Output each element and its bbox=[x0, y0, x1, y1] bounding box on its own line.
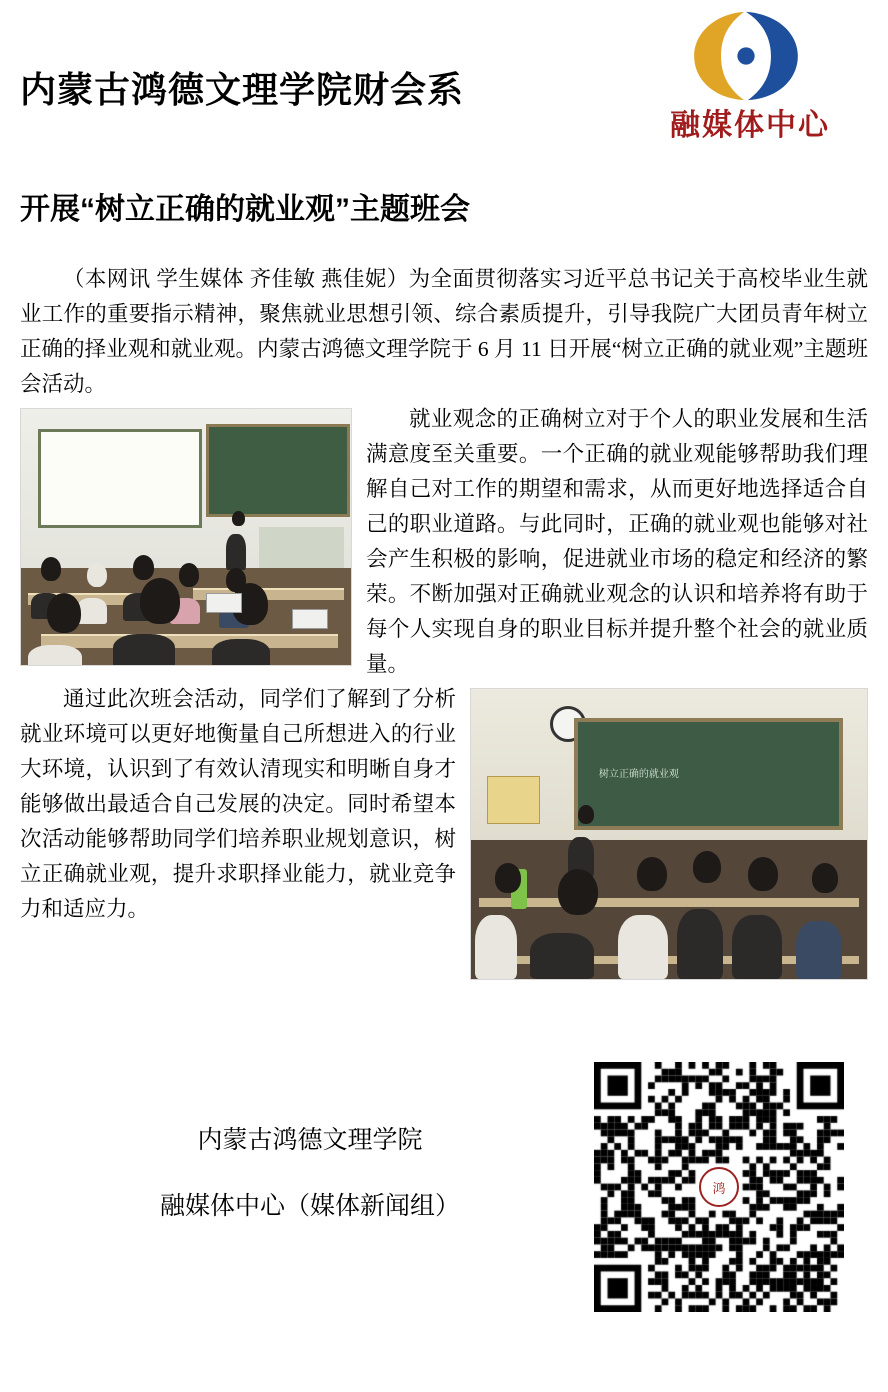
logo-label: 融媒体中心 bbox=[670, 109, 830, 142]
logo-mark-icon bbox=[688, 8, 804, 104]
footer-signature bbox=[100, 1108, 520, 1240]
qr-badge-label: 鸿 bbox=[699, 1167, 739, 1207]
footer-line-1: 内蒙古鸿德文理学院 bbox=[197, 1127, 423, 1154]
footer-line-2: 融媒体中心（媒体新闻组） bbox=[159, 1193, 460, 1220]
paragraph-3: 通过此次班会活动，同学们了解到了分析就业环境可以更好地衡量自己所想进入的行业大环境，认识到了有效认清现实和明晰自身才能够做出最适合自己发展的决定。同时希望本次活动能够帮助同学们培养职业规划意识，树立正确就业观，提升求职择业能力，就业竞争力和适应力。 bbox=[20, 687, 456, 921]
article-subtitle: 开展“树立正确的就业观”主题班会 bbox=[20, 193, 470, 226]
rong-media-center-logo bbox=[650, 8, 850, 158]
page-header bbox=[20, 0, 868, 170]
wechat-qr-code[interactable] bbox=[594, 1062, 844, 1312]
blackboard bbox=[574, 718, 843, 830]
classroom-photo-projector bbox=[20, 408, 352, 666]
paragraph-2: 就业观念的正确树立对于个人的职业发展和生活满意度至关重要。一个正确的就业观能够帮助我们理解自己对工作的期望和需求，从而更好地选择适合自己的职业道路。与此同时，正确的就业观也能够对社会产生积极的影响，促进就业市场的稳定和经济的繁荣。不断加强对正确就业观念的认识和培养将有助于每个人实现自身的职业目标并提升整个社会的就业质量。 bbox=[366, 407, 868, 676]
qr-center-badge bbox=[697, 1165, 741, 1209]
page-title: 内蒙古鸿德文理学院财会系 bbox=[20, 69, 465, 110]
classroom-photo-lecturer bbox=[470, 688, 868, 980]
article-body bbox=[20, 262, 868, 984]
paragraph-1: （本网讯 学生媒体 齐佳敏 燕佳妮）为全面贯彻落实习近平总书记关于高校毕业生就业工作的重要指示精神，聚焦就业思想引领、综合素质提升，引导我院广大团员青年树立正确的择业观和就业观。内蒙古鸿德文理学院于 6 月 11 日开展“树立正确的就业观”主题班会活动。 bbox=[20, 267, 868, 396]
blackboard-text: 树立正确的就业观 bbox=[598, 769, 679, 781]
page-footer bbox=[20, 1062, 868, 1312]
